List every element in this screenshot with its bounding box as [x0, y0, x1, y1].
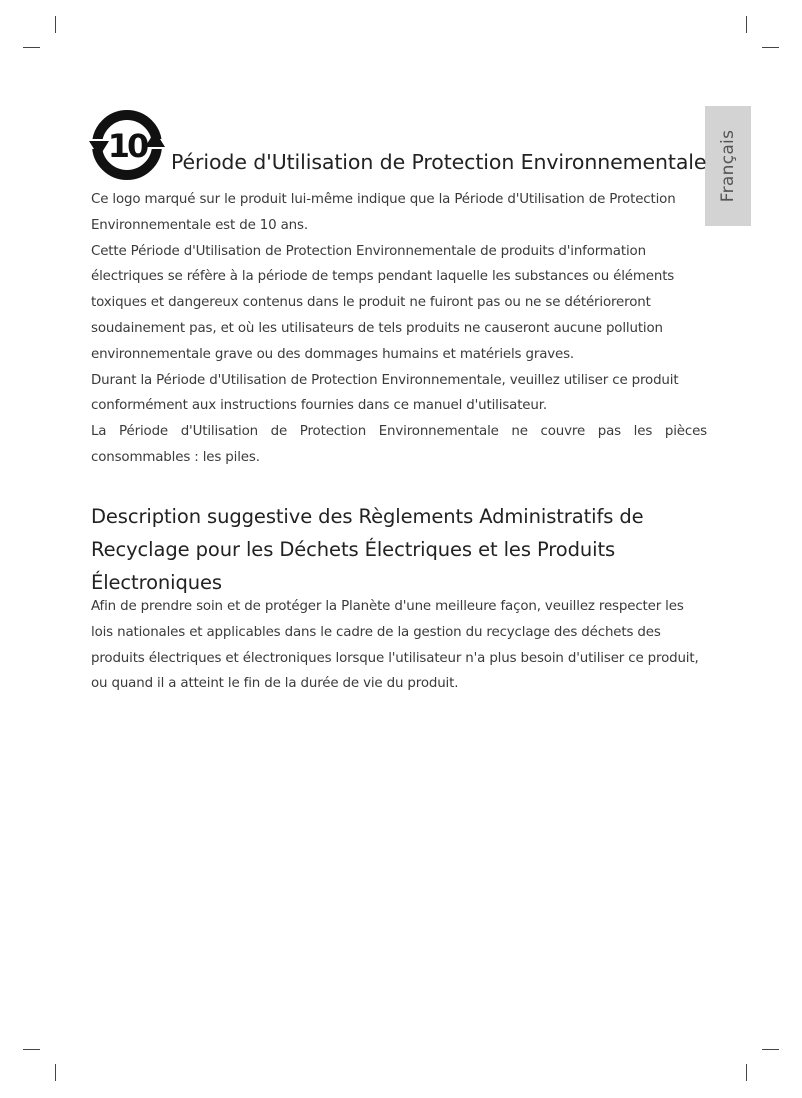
title-line: Description suggestive des Règlements Administratifs de — [91, 505, 644, 528]
body-line: conformément aux instructions fournies dans ce manuel d'utilisateur. — [91, 398, 547, 414]
section-epup-body — [91, 187, 707, 471]
crop-mark-bottom-right-horizontal — [762, 1049, 779, 1050]
crop-mark-bottom-left-vertical — [55, 1064, 56, 1081]
body-line: environnementale grave ou des dommages humains et matériels graves. — [91, 346, 575, 362]
title-line: Recyclage pour les Déchets Électriques et les Produits — [91, 538, 616, 561]
crop-mark-top-right-vertical — [746, 16, 747, 33]
logo-number: 10 — [107, 127, 147, 165]
epup-10-years-icon — [87, 105, 167, 185]
language-side-tab — [705, 106, 751, 226]
section-title-epup: Période d'Utilisation de Protection Environnementale — [171, 150, 707, 174]
crop-mark-top-left-horizontal — [23, 47, 40, 48]
body-line: Afin de prendre soin et de protéger la Planète d'une meilleure façon, veuillez respecter les — [91, 599, 684, 614]
crop-mark-top-right-horizontal — [762, 47, 779, 48]
crop-mark-bottom-right-vertical — [746, 1064, 747, 1081]
title-line: Électroniques — [91, 571, 222, 594]
body-line: Environnementale est de 10 ans. — [91, 217, 308, 233]
crop-mark-top-left-vertical — [55, 16, 56, 33]
body-line: toxiques et dangereux contenus dans le produit ne fuiront pas ou ne se détérioreront — [91, 295, 651, 311]
body-line: électriques se réfère à la période de temps pendant laquelle les substances ou éléments — [91, 269, 675, 285]
language-label: Français — [718, 129, 738, 203]
section-title-recycling — [91, 500, 711, 599]
body-line: Ce logo marqué sur le produit lui-même indique que la Période d'Utilisation de Protection — [91, 192, 676, 207]
body-line: La Période d'Utilisation de Protection Environnementale ne couvre pas les pièces — [91, 424, 707, 440]
body-line: Durant la Période d'Utilisation de Protection Environnementale, veuillez utiliser ce produit — [91, 372, 679, 388]
body-line: ou quand il a atteint le fin de la durée de vie du produit. — [91, 676, 459, 692]
body-line: produits électriques et électroniques lorsque l'utilisateur n'a plus besoin d'utiliser ce produit, — [91, 650, 699, 666]
crop-mark-bottom-left-horizontal — [23, 1049, 40, 1050]
section-recycling-body — [91, 594, 707, 697]
body-line: lois nationales et applicables dans le cadre de la gestion du recyclage des déchets des — [91, 624, 661, 640]
body-line: consommables : les piles. — [91, 449, 260, 465]
body-line: soudainement pas, et où les utilisateurs de tels produits ne causeront aucune pollution — [91, 320, 663, 336]
body-line: Cette Période d'Utilisation de Protection Environnementale de produits d'information — [91, 243, 646, 259]
